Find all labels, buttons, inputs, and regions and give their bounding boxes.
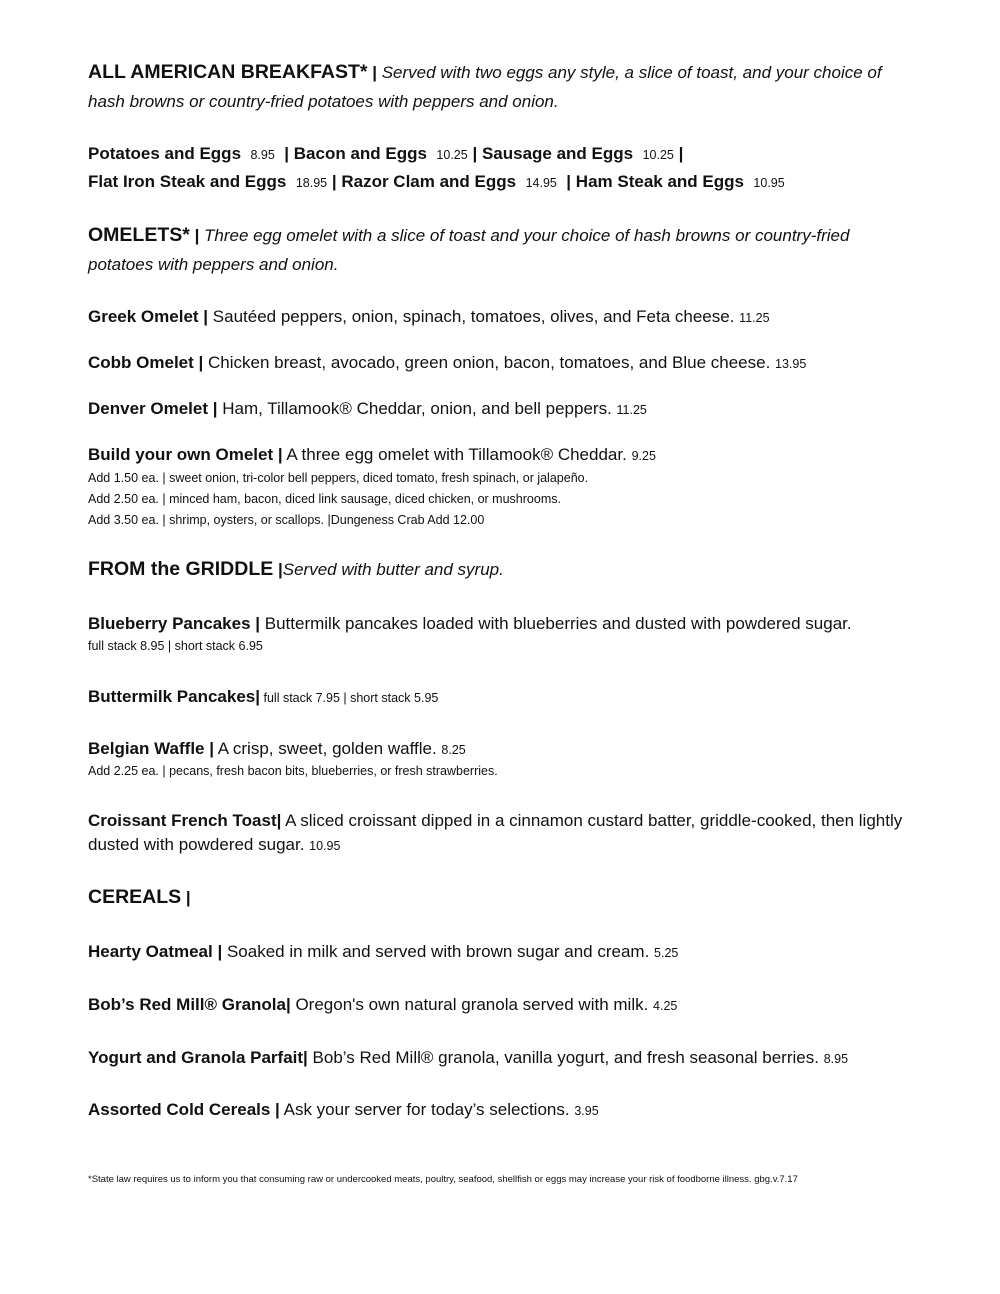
menu-item-price: 4.25 — [653, 999, 678, 1013]
menu-item-price: 14.95 — [525, 176, 557, 190]
omelet-item — [88, 443, 918, 468]
menu-item-price: 5.25 — [654, 946, 679, 960]
menu-item-price: 10.95 — [753, 176, 785, 190]
griddle-title: FROM the GRIDDLE — [88, 558, 274, 580]
cereal-item — [88, 940, 918, 965]
menu-item-desc: Ask your server for today’s selections. — [279, 1100, 575, 1119]
griddle-sep: | — [273, 560, 283, 579]
menu-item-desc: Chicken breast, avocado, green onion, bacon, tomatoes, and Blue cheese. — [203, 353, 776, 372]
menu-item-name: Assorted Cold Cereals | — [88, 1100, 280, 1119]
griddle-header — [88, 555, 918, 584]
menu-item-name: Ham Steak and Eggs — [575, 172, 744, 191]
menu-item-price: 8.25 — [441, 743, 466, 757]
menu-item-name: Croissant French Toast| — [88, 811, 282, 830]
griddle-item — [88, 737, 918, 762]
menu-item-name: Flat Iron Steak and Eggs — [88, 172, 287, 191]
omelet-item — [88, 397, 918, 422]
menu-item-name: Buttermilk Pancakes| — [88, 687, 261, 706]
cereal-item — [88, 993, 918, 1018]
addon-line: Add 2.50 ea. | minced ham, bacon, diced link sausage, diced chicken, or mushrooms. — [88, 492, 561, 506]
menu-item-desc: Soaked in milk and served with brown sugar and cream. — [222, 942, 655, 961]
menu-item-name: Razor Clam and Eggs — [341, 172, 517, 191]
cereals-header — [88, 883, 918, 912]
griddle-item — [88, 685, 918, 710]
menu-item-prices: full stack 7.95 | short stack 5.95 — [260, 691, 439, 705]
breakfast-header — [88, 58, 918, 116]
addon-line: Add 2.25 ea. | pecans, fresh bacon bits, blueberries, or fresh strawberries. — [88, 764, 498, 778]
omelets-header — [88, 221, 918, 279]
breakfast-line-2: Flat Iron Steak and Eggs 18.95 | Razor Clam and Eggs 14.95 | Ham Steak and Eggs 10.95 — [88, 172, 785, 191]
menu-item-price: 13.95 — [775, 357, 807, 371]
menu-item-desc: A crisp, sweet, golden waffle. — [213, 739, 442, 758]
menu-item-price: 8.95 — [823, 1052, 849, 1066]
menu-item-name: Hearty Oatmeal | — [88, 942, 223, 961]
menu-item-price: 10.95 — [309, 839, 341, 853]
cereals-sep: | — [181, 888, 191, 907]
griddle-item — [88, 612, 918, 636]
menu-item-desc: Bob’s Red Mill® granola, vanilla yogurt, and fresh seasonal berries. — [307, 1048, 824, 1067]
menu-item-desc: Sautéed peppers, onion, spinach, tomatoes, olives, and Feta cheese. — [208, 307, 740, 326]
breakfast-title: ALL AMERICAN BREAKFAST* — [88, 61, 368, 83]
griddle-desc: Served with butter and syrup. — [282, 560, 504, 579]
breakfast-line-1: Potatoes and Eggs 8.95 | Bacon and Eggs 10.25 | Sausage and Eggs 10.25 | — [88, 144, 684, 163]
griddle-item — [88, 809, 918, 858]
menu-item-price: 10.25 — [436, 148, 468, 162]
menu-item-price: 11.25 — [739, 311, 770, 325]
breakfast-sep: | — [367, 63, 382, 82]
omelet-item — [88, 305, 918, 330]
menu-item-name: Yogurt and Granola Parfait| — [88, 1048, 308, 1067]
menu-item-name: Greek Omelet | — [88, 307, 209, 326]
cereals-title: CEREALS — [88, 886, 182, 908]
menu-item-name: Cobb Omelet | — [88, 353, 204, 372]
menu-item-desc: Oregon's own natural granola served with milk. — [290, 995, 654, 1014]
breakfast-desc: Served with two eggs any style, a slice of toast, and your choice of hash browns or country-fried potatoes with peppers and onion. — [88, 63, 882, 111]
menu-item-desc: A three egg omelet with Tillamook® Cheddar. — [282, 445, 632, 464]
menu-item-name: Sausage and Eggs — [481, 144, 634, 163]
cereal-item — [88, 1046, 918, 1071]
menu-item-name: Belgian Waffle | — [88, 739, 214, 758]
menu-item-price: 10.25 — [642, 148, 674, 162]
omelets-desc: Three egg omelet with a slice of toast and your choice of hash browns or country-fried potatoes with peppers and onion. — [88, 226, 850, 274]
menu-item-name: Bob’s Red Mill® Granola| — [88, 995, 291, 1014]
menu-item-price: 11.25 — [616, 403, 647, 417]
footer-disclaimer: *State law requires us to inform you that consuming raw or undercooked meats, poultry, seafood, shellfish or eggs may increase your risk of foodborne illness. gbg.v.7.17 — [88, 1174, 798, 1185]
menu-item-name: Potatoes and Eggs — [88, 144, 242, 163]
menu-item-price: 8.95 — [250, 148, 275, 162]
menu-item-desc: A sliced croissant dipped in a cinnamon custard batter, griddle-cooked, then lightly dusted with powdered sugar. — [88, 811, 903, 854]
omelet-addons — [88, 468, 918, 531]
omelets-title: OMELETS* — [88, 224, 190, 246]
menu-item-price: 9.25 — [631, 449, 656, 463]
menu-item-prices: full stack 8.95 | short stack 6.95 — [88, 639, 263, 653]
menu-item-desc: Ham, Tillamook® Cheddar, onion, and bell peppers. — [217, 399, 617, 418]
omelet-item — [88, 351, 918, 376]
menu-item-price: 18.95 — [295, 176, 328, 190]
menu-item-name: Denver Omelet | — [88, 399, 218, 418]
menu-item-price: 3.95 — [574, 1104, 599, 1118]
cereal-item — [88, 1098, 918, 1123]
omelets-sep: | — [189, 226, 205, 245]
menu-item-name: Blueberry Pancakes | — [88, 614, 261, 633]
addon-line: Add 1.50 ea. | sweet onion, tri-color bell peppers, diced tomato, fresh spinach, or jalapeño. — [88, 471, 589, 485]
menu-item-name: Build your own Omelet | — [88, 445, 283, 464]
menu-item-name: Bacon and Eggs — [293, 144, 427, 163]
addon-line: Add 3.50 ea. | shrimp, oysters, or scallops. |Dungeness Crab Add 12.00 — [88, 513, 485, 527]
menu-item-desc: Buttermilk pancakes loaded with blueberries and dusted with powdered sugar. — [260, 614, 852, 633]
